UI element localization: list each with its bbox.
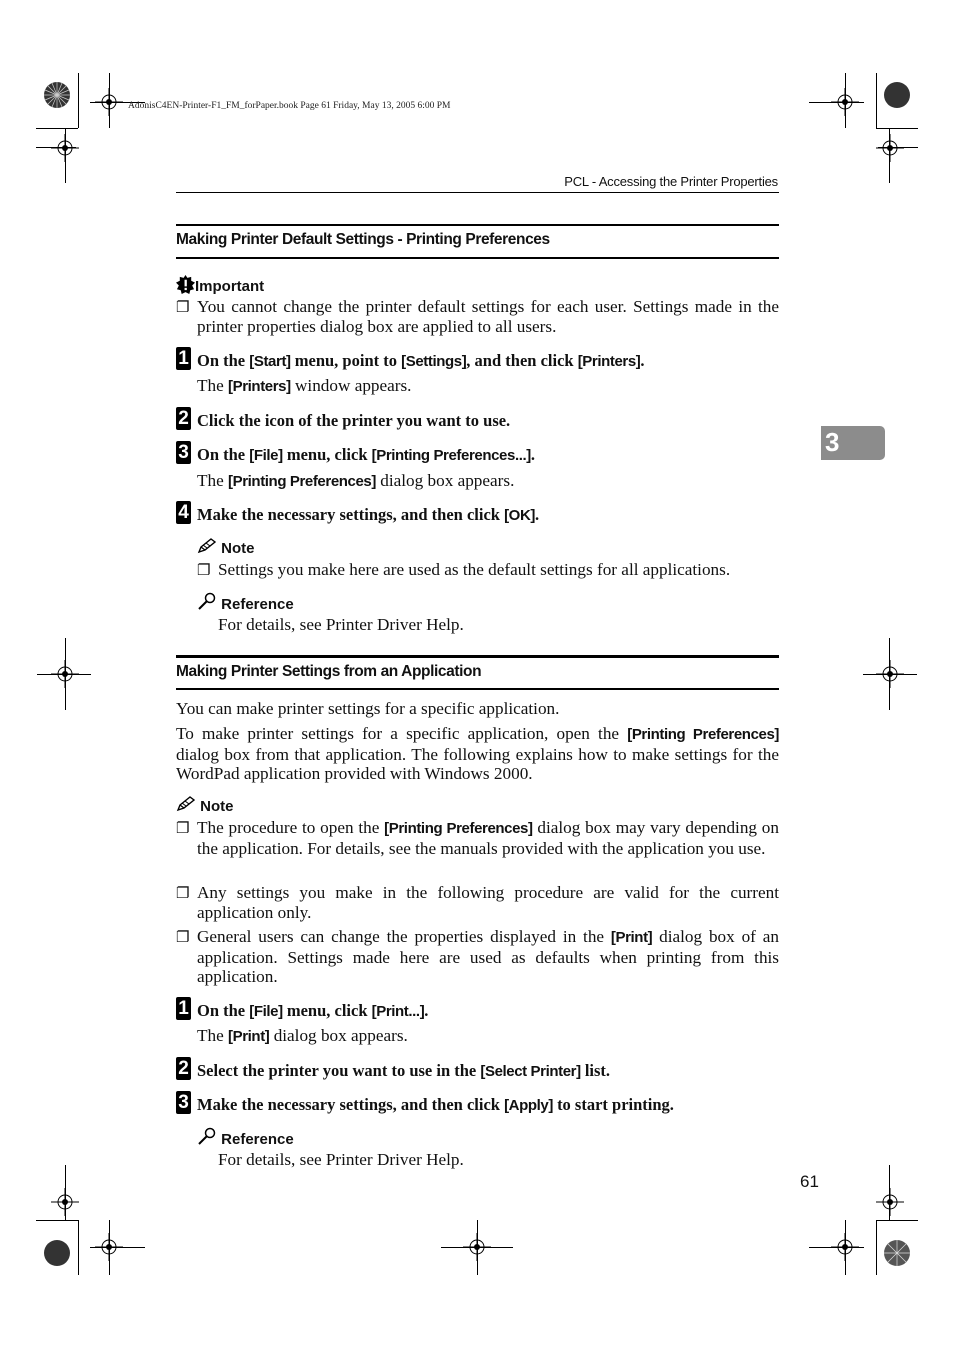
color-wheel-mark bbox=[43, 81, 71, 109]
section-title: Making Printer Settings from an Application bbox=[176, 663, 482, 680]
chapter-tab: 3 bbox=[821, 426, 885, 460]
important-text: You cannot change the printer default settings for each user. Settings made in the printer properties dialog box are applied to all users. bbox=[197, 297, 779, 336]
magnifier-icon bbox=[197, 1127, 217, 1145]
important-label: Important bbox=[195, 278, 265, 295]
running-header: PCL - Accessing the Printer Properties bbox=[564, 174, 778, 189]
step-4: 4 Make the necessary settings, and then click [OK]. bbox=[176, 505, 539, 525]
note-label: Note bbox=[200, 798, 234, 815]
intro-paragraph-1: You can make printer settings for a specific application. bbox=[176, 699, 560, 718]
magnifier-icon bbox=[197, 592, 217, 610]
reference-heading bbox=[197, 1127, 294, 1148]
crosshair-mark bbox=[876, 1188, 904, 1216]
intro-paragraph-2: To make printer settings for a specific application, open the [Printing Preferences] dialog box from that application. The following explains how to make settings for the WordPad application provided with Windows 2000. bbox=[176, 724, 779, 783]
checkbox-bullet-icon: ❐ bbox=[176, 819, 190, 837]
step-2: 2 Click the icon of the printer you want to use. bbox=[176, 411, 510, 431]
checkbox-bullet-icon: ❐ bbox=[197, 561, 211, 579]
step-3: 3 Make the necessary settings, and then click [Apply] to start printing. bbox=[176, 1095, 674, 1115]
section-rule-top bbox=[176, 224, 779, 226]
header-rule bbox=[176, 192, 779, 193]
step-1-result: The [Print] dialog box appears. bbox=[197, 1026, 408, 1045]
note-item: ❐ Settings you make here are used as the default settings for all applications. bbox=[197, 560, 731, 579]
page-number: 61 bbox=[800, 1172, 819, 1191]
section-title: Making Printer Default Settings - Printing Preferences bbox=[176, 231, 550, 248]
reference-text: For details, see Printer Driver Help. bbox=[218, 615, 464, 634]
important-heading bbox=[176, 275, 264, 295]
important-item bbox=[176, 297, 779, 336]
note-item: ❐ General users can change the properties displayed in the [Print] dialog box of an application. Settings made here are used as defaults when printing from this application. bbox=[176, 927, 779, 986]
step-number: 1 bbox=[176, 347, 191, 370]
checkbox-bullet-icon: ❐ bbox=[176, 884, 190, 902]
step-1-result: The [Printers] window appears. bbox=[197, 376, 412, 395]
step-2: 2 Select the printer you want to use in the [Select Printer] list. bbox=[176, 1061, 610, 1081]
pencil-icon bbox=[197, 538, 217, 554]
file-meta-line: AdonisC4EN-Printer-F1_FM_forPaper.book Page 61 Friday, May 13, 2005 6:00 PM bbox=[128, 101, 451, 111]
reference-text: For details, see Printer Driver Help. bbox=[218, 1150, 464, 1169]
reference-label: Reference bbox=[221, 1131, 294, 1148]
section-rule-bottom bbox=[176, 257, 779, 259]
note-item: ❐ Any settings you make in the following procedure are valid for the current application only. bbox=[176, 883, 779, 922]
checkbox-bullet-icon: ❐ bbox=[176, 928, 190, 946]
step-number: 3 bbox=[176, 441, 191, 464]
section-rule-top bbox=[176, 655, 779, 658]
step-1: 1 On the [File] menu, click [Print...]. bbox=[176, 1001, 428, 1021]
important-icon bbox=[176, 275, 195, 294]
color-wheel-mark bbox=[883, 81, 911, 109]
step-number: 2 bbox=[176, 407, 191, 430]
crosshair-mark bbox=[876, 134, 904, 162]
step-number: 4 bbox=[176, 501, 191, 524]
reference-heading bbox=[197, 592, 294, 613]
step-3-result: The [Printing Preferences] dialog box appears. bbox=[197, 471, 515, 490]
note-item: ❐ The procedure to open the [Printing Preferences] dialog box may vary depending on the application. For details, see the manuals provided with the application you use. bbox=[176, 818, 779, 858]
step-number: 3 bbox=[176, 1091, 191, 1114]
note-heading bbox=[197, 538, 255, 557]
color-wheel-mark bbox=[43, 1239, 71, 1267]
note-heading bbox=[176, 796, 234, 815]
step-number: 2 bbox=[176, 1057, 191, 1080]
section-rule-bottom bbox=[176, 688, 779, 690]
color-wheel-mark bbox=[883, 1239, 911, 1267]
note-label: Note bbox=[221, 540, 255, 557]
pencil-icon bbox=[176, 796, 196, 812]
checkbox-bullet-icon: ❐ bbox=[176, 298, 190, 316]
step-number: 1 bbox=[176, 997, 191, 1020]
step-3: 3 On the [File] menu, click [Printing Preferences...]. bbox=[176, 445, 535, 465]
step-1: 1 On the [Start] menu, point to [Settings], and then click [Printers]. bbox=[176, 351, 645, 371]
reference-label: Reference bbox=[221, 596, 294, 613]
